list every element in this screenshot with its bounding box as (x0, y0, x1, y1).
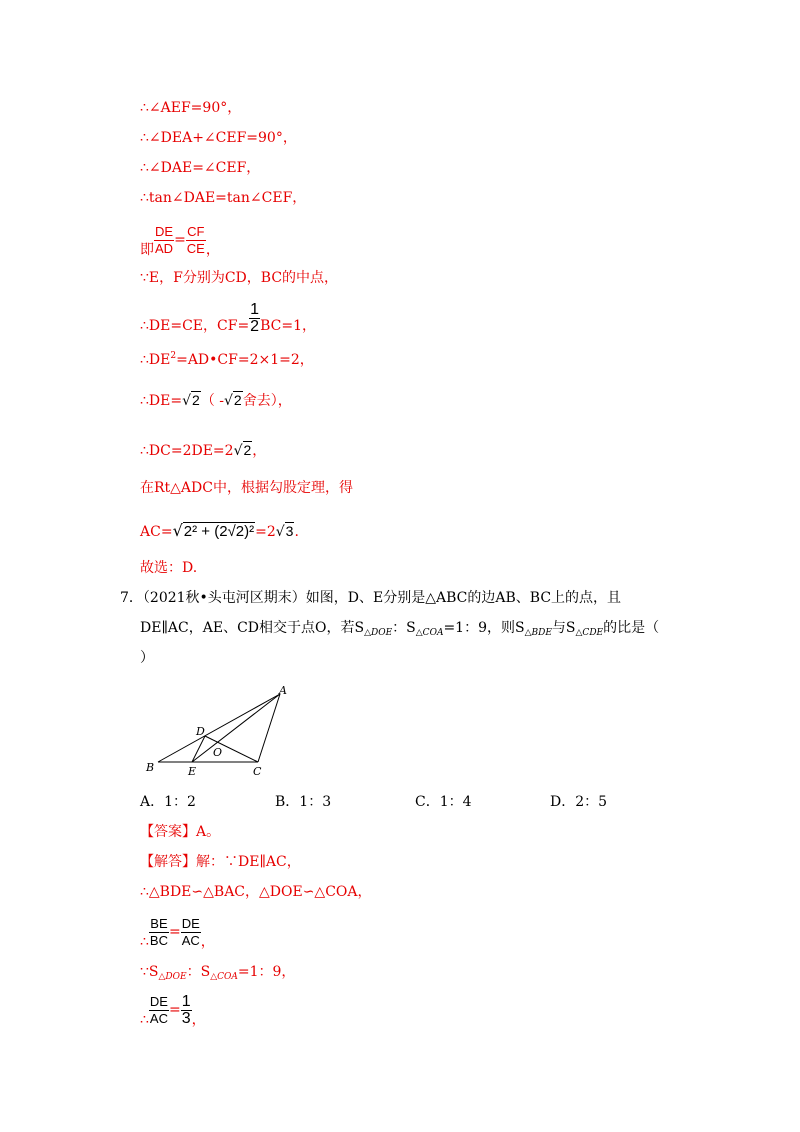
fraction (154, 224, 174, 257)
option-b[interactable]: B．1：3 (275, 794, 332, 810)
answer-text: =1：9， (237, 964, 296, 980)
solution-line (140, 346, 314, 370)
denominator: 2 (250, 317, 260, 335)
solution-line (140, 438, 266, 463)
question-line (120, 588, 621, 608)
fraction (149, 994, 169, 1027)
solution-text: =2 (255, 524, 276, 540)
question-text: =1：9，则S (443, 620, 525, 636)
radicand: 2² + (2√2)² (183, 523, 255, 540)
sqrt-expression: √3 (275, 523, 294, 540)
solution-line: 即 $\frac{DE}{AD}$ = $\frac{CF}{CE}$ ， (140, 223, 220, 258)
superscript: 2 (170, 351, 177, 361)
answer-text: 【解答】解：∵DE∥AC， (140, 854, 301, 870)
denominator: 3 (181, 1009, 191, 1027)
solution-text: =AD•CF=2×1=2， (176, 352, 314, 368)
radicand: 3 (285, 523, 294, 539)
sqrt-expression: √2 (182, 392, 200, 409)
radicand: 2 (243, 442, 252, 458)
denominator: BC (149, 932, 168, 948)
solution-line (140, 298, 316, 346)
denominator: CE (186, 240, 205, 256)
solution-line (140, 128, 297, 148)
answer-text: ∴ (140, 934, 149, 950)
solution-text: ∴DE= (140, 393, 183, 409)
fraction (149, 916, 169, 949)
solution-text: 即 (140, 242, 154, 258)
solution-text: ∴DC=2DE=2 (140, 443, 234, 459)
solution-text: 舍去）， (242, 393, 292, 409)
segment-ea (192, 694, 280, 762)
question-text: 的比是（ (603, 620, 660, 636)
question-text: ） (140, 650, 154, 666)
numerator: DE (155, 223, 174, 239)
question-text: ：S (392, 620, 416, 636)
options-row (140, 792, 660, 812)
fraction (181, 994, 192, 1027)
solution-line (140, 98, 241, 118)
radicand: 2 (192, 392, 200, 408)
triangle-figure (140, 680, 300, 780)
option-a[interactable]: A．1：2 (140, 794, 196, 810)
answer-line (140, 822, 220, 842)
answer-text: ， (200, 934, 215, 950)
solution-text: AC= (140, 524, 173, 540)
solution-text: ∴DE=CE，CF= (140, 318, 250, 334)
subscript: △COA (415, 628, 444, 638)
answer-text: ∵S (140, 964, 159, 980)
label-o: O (213, 746, 223, 759)
sqrt-expression: √2 (224, 392, 242, 409)
answer-text: 【答案】A。 (140, 824, 221, 840)
numerator: CF (187, 223, 205, 239)
numerator: 1 (250, 300, 260, 318)
solution-line (140, 516, 299, 547)
question-text: （2021秋•头屯河区期末）如图，D、E分别是△ABC的边AB、BC上的点，且 (142, 590, 622, 606)
solution-text: BC=1， (260, 318, 316, 334)
solution-line (140, 388, 292, 413)
numerator: 1 (181, 992, 191, 1010)
subscript: △COA (210, 972, 238, 982)
answer-line (140, 962, 295, 987)
solution-text: ∴∠DEA+∠CEF=90°， (140, 130, 297, 146)
label-c: C (253, 765, 262, 778)
option-d[interactable]: D．2：5 (550, 794, 608, 810)
numerator: DE (149, 993, 168, 1009)
solution-line (140, 188, 306, 208)
answer-line (140, 882, 372, 902)
subscript: △BDE (524, 628, 552, 638)
label-b: B (146, 761, 155, 774)
answer-text: ∴ (140, 1012, 149, 1028)
solution-line (140, 558, 197, 578)
subscript: △CDE (575, 628, 604, 638)
solution-text: ， (252, 443, 267, 459)
denominator: AD (155, 240, 174, 256)
subscript: △DOE (158, 972, 187, 982)
label-e: E (188, 765, 197, 778)
fraction (249, 302, 260, 335)
solution-line (140, 478, 353, 498)
answer-line (140, 852, 301, 872)
fraction (181, 916, 201, 949)
solution-text: ∴tan∠DAE=tan∠CEF， (140, 190, 307, 206)
radicand: 2 (233, 392, 242, 408)
question-line (140, 618, 659, 643)
solution-text: 故选：D. (140, 560, 198, 576)
question-line (140, 648, 154, 668)
solution-text: ∴∠DAE=∠CEF， (140, 160, 261, 176)
solution-text: . (294, 524, 299, 540)
solution-text: ∴DE (140, 352, 171, 368)
denominator: AC (181, 932, 200, 948)
fraction (186, 224, 206, 257)
answer-text: ：S (186, 964, 211, 980)
numerator: DE (181, 915, 200, 931)
solution-text: 在Rt△ADC中，根据勾股定理，得 (140, 480, 353, 496)
solution-text: ∵E，F分别为CD，BC的中点， (140, 270, 339, 286)
option-c[interactable]: C．1：4 (415, 794, 472, 810)
solution-line (140, 158, 260, 178)
solution-text: ∴∠AEF=90°， (140, 100, 242, 116)
answer-line: ∴ $\frac{BE}{BC}$ = $\frac{DE}{AC}$ ， (140, 915, 215, 950)
subscript: △DOE (364, 628, 393, 638)
solution-text: （ - (200, 393, 224, 409)
sqrt-expression: √2 (233, 442, 252, 459)
question-text: DE∥AC，AE、CD相交于点O，若S (140, 620, 365, 636)
numerator: BE (150, 915, 168, 931)
sqrt-expression: √2² + (2√2)² (172, 521, 255, 540)
label-d: D (196, 725, 205, 738)
answer-text: ， (191, 1012, 206, 1028)
label-a: A (279, 684, 287, 697)
answer-line: ∴ $\frac{DE}{AC}$ = $\frac{1}{3}$ ， (140, 992, 206, 1028)
answer-text: ∴△BDE∽△BAC，△DOE∽△COA， (140, 884, 372, 900)
question-text: 与S (551, 620, 576, 636)
question-number: 7． (120, 590, 143, 606)
solution-line (140, 268, 338, 288)
denominator: AC (149, 1010, 168, 1026)
